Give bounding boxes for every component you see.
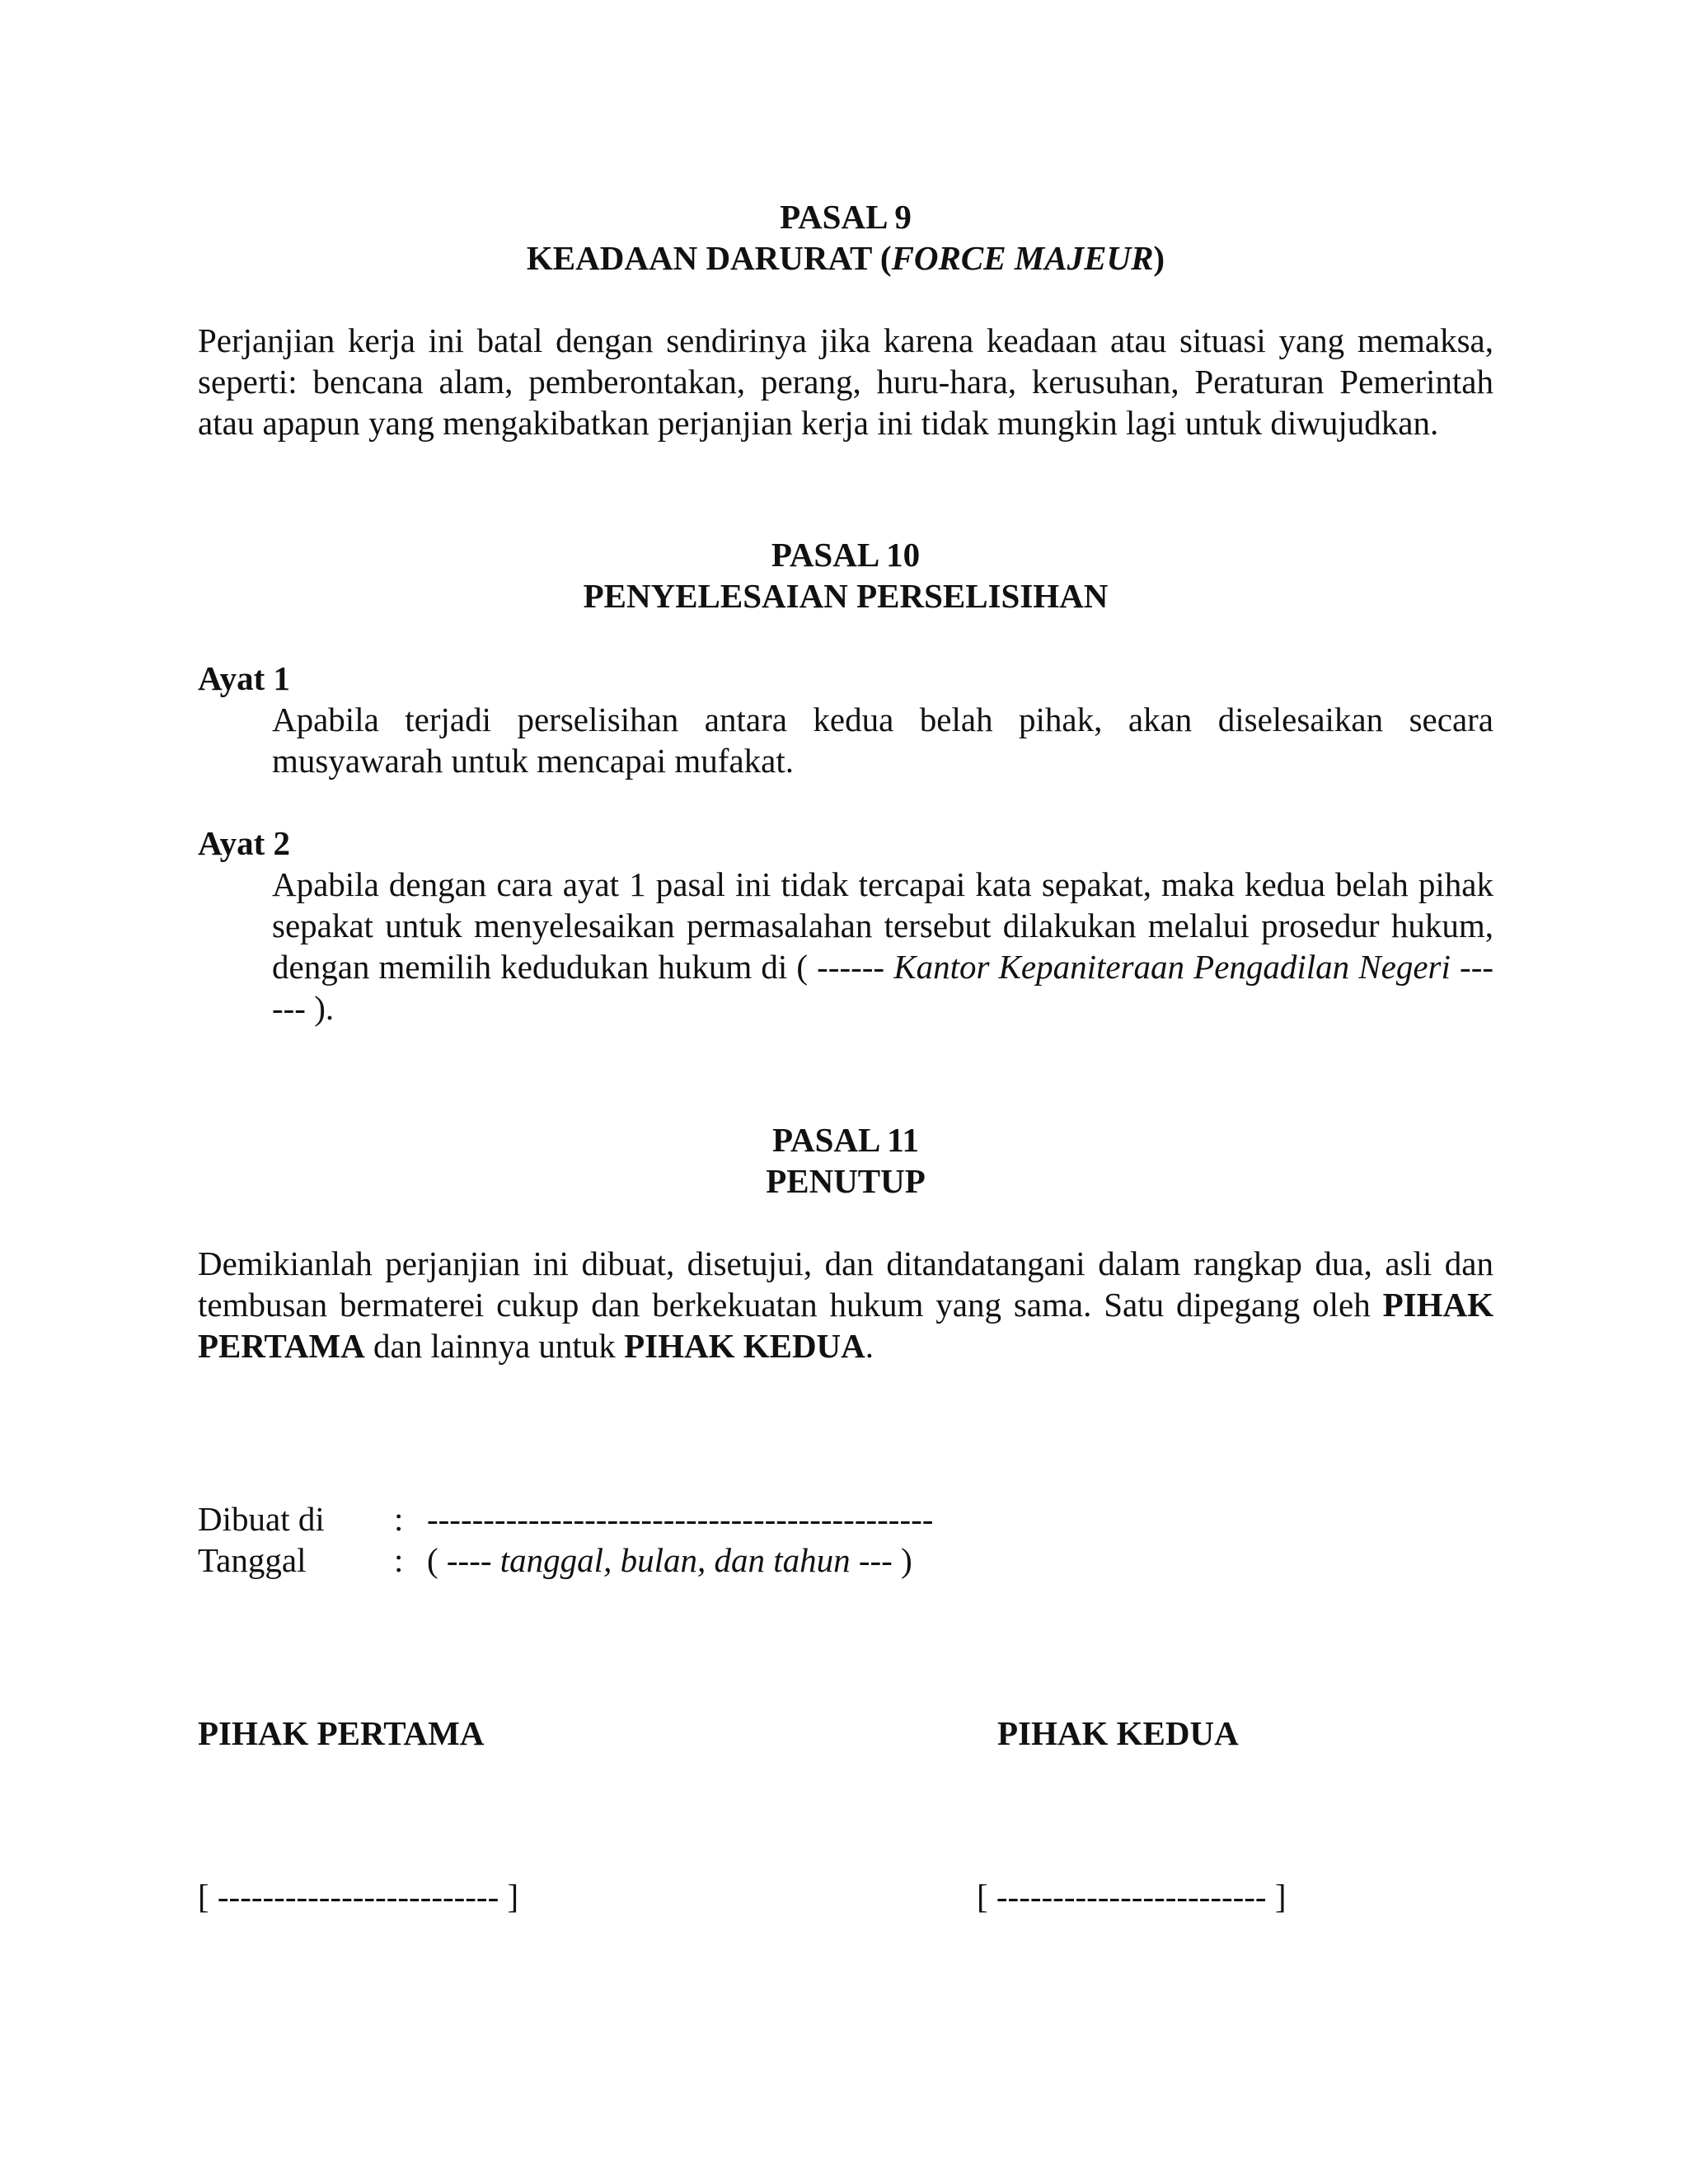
pasal-10-title: PENYELESAIAN PERSELISIHAN bbox=[583, 577, 1109, 615]
ayat-2-label: Ayat 2 bbox=[198, 824, 290, 862]
pasal-9-body: Perjanjian kerja ini batal dengan sendirinya jika karena keadaan atau situasi yang memaksa, seperti: bencana alam, pemberontakan, perang, huru-hara, kerusuhan, Peraturan Pemerintah atau apapun yang mengakibatkan perjanjian kerja ini tidak mungkin lagi untuk diwujudkan. bbox=[198, 321, 1493, 442]
dibuat-di-colon: : bbox=[394, 1500, 404, 1538]
pasal-11-body: Demikianlah perjanjian ini dibuat, disetujui, dan ditandatangani dalam rangkap dua, asli dan tembusan bermaterei cukup dan berkekuatan hukum yang sama. Satu dipegang oleh PIHAK PERTAMA dan lainnya untuk PIHAK KEDUA. bbox=[198, 1244, 1493, 1365]
pihak-kedua-title: PIHAK KEDUA bbox=[997, 1714, 1239, 1752]
ayat-1-label: Ayat 1 bbox=[198, 659, 290, 697]
pasal-11-number: PASAL 11 bbox=[771, 1121, 920, 1159]
ayat-2-body: Apabila dengan cara ayat 1 pasal ini tidak tercapai kata sepakat, maka kedua belah pihak sepakat untuk menyelesaikan permasalahan tersebut dilakukan melalui prosedur hukum, dengan memilih kedudukan hukum di ( ------ Kantor Kepaniteraan Pengadilan Negeri ------ ). bbox=[272, 865, 1493, 1027]
dibuat-di-row bbox=[198, 1498, 1493, 1540]
pihak-pertama-title: PIHAK PERTAMA bbox=[198, 1714, 485, 1752]
tanggal-label: Tanggal bbox=[198, 1541, 307, 1579]
tanggal-value: ( ---- tanggal, bulan, dan tahun --- ) bbox=[427, 1541, 912, 1579]
dibuat-di-value: --------------------------------------------- bbox=[427, 1500, 934, 1538]
pihak-kedua-signature-line: [ ------------------------ ] bbox=[977, 1877, 1287, 1915]
ayat-1-body: Apabila terjadi perselisihan antara kedua belah pihak, akan diselesaikan secara musyawarah untuk mencapai mufakat. bbox=[272, 701, 1493, 780]
signature-titles bbox=[198, 1713, 1493, 1754]
pihak-pertama-signature-line: [ ------------------------- ] bbox=[198, 1877, 519, 1915]
pasal-10-number: PASAL 10 bbox=[771, 536, 921, 574]
pasal-9-title: KEADAAN DARURAT (FORCE MAJEUR) bbox=[526, 239, 1165, 277]
pasal-11-title: PENUTUP bbox=[766, 1162, 926, 1200]
document-page bbox=[198, 196, 1493, 1917]
dibuat-di-label: Dibuat di bbox=[198, 1500, 325, 1538]
pasal-9-number: PASAL 9 bbox=[780, 198, 912, 236]
tanggal-colon: : bbox=[394, 1541, 404, 1579]
tanggal-row bbox=[198, 1540, 1493, 1581]
signature-lines bbox=[198, 1876, 1493, 1917]
